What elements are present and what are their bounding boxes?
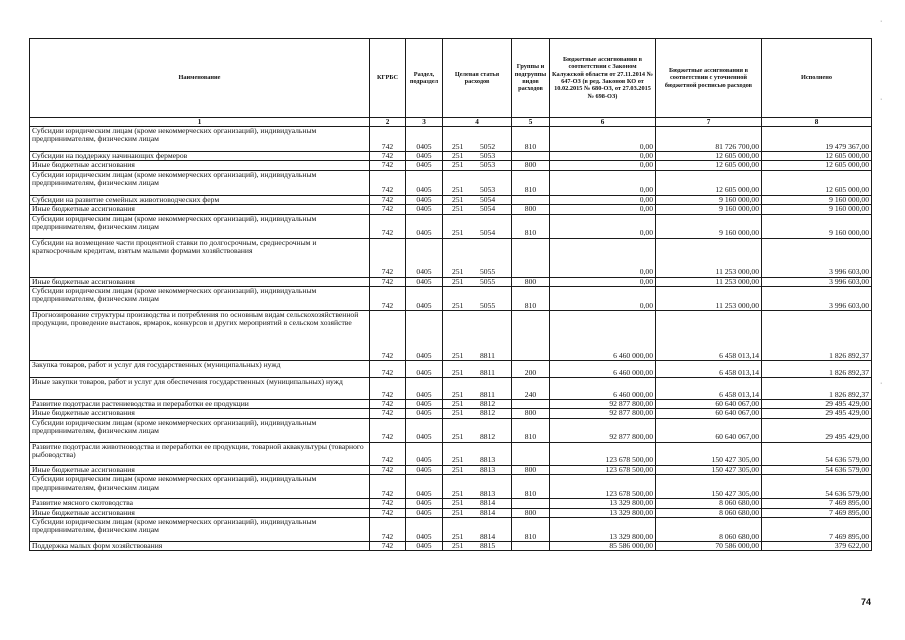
row-section-cell: 0405 [406,152,443,161]
header-name: Наименование [30,39,370,118]
row-refined-amount-cell: 150 427 305,00 [656,442,762,465]
row-refined-amount-cell: 12 605 000,00 [656,152,762,161]
row-krbs-cell: 742 [370,195,406,204]
row-done-amount-cell: 379 622,00 [762,542,872,551]
row-name-cell: Поддержка малых форм хозяйствования [30,542,370,551]
row-refined-amount-cell: 12 605 000,00 [656,161,762,170]
row-krbs-cell: 742 [370,161,406,170]
article-code: 5055 [480,300,496,310]
row-refined-amount-cell: 150 427 305,00 [656,465,762,474]
row-law-amount-cell: 6 460 000,00 [550,378,656,400]
row-name-cell: Субсидии на развитие семейных животноводческих ферм [30,195,370,204]
row-section-cell: 0405 [406,518,443,542]
header-group: Группы и подгруппы видов расходов [512,39,550,118]
row-section-cell: 0405 [406,378,443,400]
row-group-cell: 810 [512,170,550,195]
row-done-amount-cell: 7 469 895,00 [762,508,872,517]
row-krbs-cell: 742 [370,277,406,286]
table-row [30,287,872,311]
row-group-cell [512,542,550,551]
budget-table [29,38,872,551]
column-number: 2 [370,118,406,127]
row-name-cell: Развитие мясного скотоводства [30,499,370,508]
row-section-cell: 0405 [406,409,443,418]
row-krbs-cell: 742 [370,518,406,542]
row-done-amount-cell: 54 636 579,00 [762,475,872,499]
row-name-cell: Субсидии юридическим лицам (кроме некоммерческих организаций), индивидуальным предпринимателям, физическим лицам [30,518,370,542]
header-refined-allocations: Бюджетные ассигнования в соответствии с уточненной бюджетной росписью расходов [656,39,762,118]
row-group-cell [512,442,550,465]
row-refined-amount-cell: 70 586 000,00 [656,542,762,551]
article-code: 8811 [480,389,495,399]
row-group-cell: 800 [512,277,550,286]
row-law-amount-cell: 123 678 500,00 [550,475,656,499]
article-prefix: 251 [452,300,464,310]
row-name-cell: Субсидии юридическим лицам (кроме некоммерческих организаций), индивидуальным предпринимателям, физическим лицам [30,170,370,195]
row-done-amount-cell: 7 469 895,00 [762,518,872,542]
row-group-cell: 200 [512,361,550,378]
table-row [30,542,872,551]
row-group-cell: 810 [512,418,550,442]
table-row [30,161,872,170]
row-article-cell [443,152,512,161]
row-article-cell [443,542,512,551]
row-name-cell: Иные бюджетные ассигнования [30,161,370,170]
article-code: 5053 [480,185,496,195]
row-group-cell: 810 [512,475,550,499]
column-number: 4 [443,118,512,127]
table-row [30,277,872,286]
article-code: 5053 [480,151,496,160]
row-article-cell [443,161,512,170]
row-done-amount-cell: 29 495 429,00 [762,418,872,442]
row-article-cell [443,378,512,400]
row-law-amount-cell: 92 877 800,00 [550,400,656,409]
row-section-cell: 0405 [406,287,443,311]
article-prefix: 251 [452,151,464,160]
row-section-cell: 0405 [406,442,443,465]
row-krbs-cell: 742 [370,170,406,195]
row-group-cell: 800 [512,465,550,474]
row-article-cell [443,238,512,277]
row-done-amount-cell: 9 160 000,00 [762,214,872,238]
row-article-cell [443,475,512,499]
row-done-amount-cell: 1 826 892,37 [762,361,872,378]
row-name-cell: Иные бюджетные ассигнования [30,205,370,214]
row-krbs-cell: 742 [370,238,406,277]
row-done-amount-cell: 9 160 000,00 [762,205,872,214]
row-name-cell: Иные закупки товаров, работ и услуг для обеспечения государственных (муниципальных) нужд [30,378,370,400]
article-prefix: 251 [452,228,464,238]
scan-mark: · [880,18,883,25]
row-name-cell: Иные бюджетные ассигнования [30,409,370,418]
row-article-cell [443,205,512,214]
row-krbs-cell: 742 [370,311,406,361]
row-law-amount-cell: 123 678 500,00 [550,465,656,474]
row-name-cell: Субсидии юридическим лицам (кроме некоммерческих организаций), индивидуальным предпринимателям, физическим лицам [30,287,370,311]
column-number: 7 [656,118,762,127]
row-law-amount-cell: 13 329 800,00 [550,518,656,542]
row-krbs-cell: 742 [370,127,406,152]
row-law-amount-cell: 92 877 800,00 [550,418,656,442]
row-article-cell [443,214,512,238]
row-name-cell: Иные бюджетные ассигнования [30,277,370,286]
table-row [30,378,872,400]
article-code: 8814 [480,531,496,541]
row-law-amount-cell: 6 460 000,00 [550,311,656,361]
article-prefix: 251 [452,141,464,151]
article-prefix: 251 [452,367,464,377]
row-group-cell: 240 [512,378,550,400]
table-row [30,214,872,238]
column-number: 6 [550,118,656,127]
article-code: 8815 [480,541,496,551]
article-code: 8813 [480,488,496,498]
row-refined-amount-cell: 60 640 067,00 [656,418,762,442]
row-group-cell: 810 [512,214,550,238]
row-krbs-cell: 742 [370,499,406,508]
row-section-cell: 0405 [406,214,443,238]
row-section-cell: 0405 [406,400,443,409]
row-section-cell: 0405 [406,311,443,361]
article-prefix: 251 [452,350,464,360]
row-group-cell: 800 [512,161,550,170]
row-article-cell [443,518,512,542]
header-law-allocations: Бюджетные ассигнования в соответствии с Законом Калужской области от 27.11.2014 № 647-ОЗ (в ред. Законов КО от 10.02.2015 № 680-ОЗ, от 27.03.2015 № 698-ОЗ) [550,39,656,118]
row-law-amount-cell: 0,00 [550,287,656,311]
article-code: 5052 [480,141,496,151]
row-krbs-cell: 742 [370,465,406,474]
row-law-amount-cell: 0,00 [550,195,656,204]
row-section-cell: 0405 [406,361,443,378]
row-section-cell: 0405 [406,499,443,508]
article-code: 8814 [480,508,496,517]
row-refined-amount-cell: 11 253 000,00 [656,277,762,286]
row-refined-amount-cell: 6 458 013,14 [656,378,762,400]
row-article-cell [443,499,512,508]
article-code: 8812 [480,432,496,442]
row-refined-amount-cell: 8 060 680,00 [656,508,762,517]
row-krbs-cell: 742 [370,475,406,499]
row-done-amount-cell: 12 605 000,00 [762,161,872,170]
row-law-amount-cell: 13 329 800,00 [550,499,656,508]
row-law-amount-cell: 0,00 [550,170,656,195]
row-article-cell [443,311,512,361]
row-law-amount-cell: 6 460 000,00 [550,361,656,378]
table-row [30,170,872,195]
row-section-cell: 0405 [406,475,443,499]
article-code: 8813 [480,455,496,465]
row-name-cell: Субсидии юридическим лицам (кроме некоммерческих организаций), индивидуальным предпринимателям, физическим лицам [30,127,370,152]
row-krbs-cell: 742 [370,542,406,551]
row-refined-amount-cell: 8 060 680,00 [656,518,762,542]
row-law-amount-cell: 0,00 [550,238,656,277]
row-krbs-cell: 742 [370,361,406,378]
row-name-cell: Иные бюджетные ассигнования [30,465,370,474]
row-refined-amount-cell: 11 253 000,00 [656,287,762,311]
article-code: 8813 [480,465,496,474]
row-group-cell: 800 [512,508,550,517]
article-prefix: 251 [452,508,464,517]
row-done-amount-cell: 7 469 895,00 [762,499,872,508]
article-prefix: 251 [452,408,464,418]
row-section-cell: 0405 [406,238,443,277]
row-done-amount-cell: 3 996 603,00 [762,287,872,311]
row-article-cell [443,465,512,474]
article-code: 8814 [480,498,496,508]
article-code: 5054 [480,195,496,204]
scan-mark: · [880,380,883,387]
article-code: 5053 [480,160,496,170]
row-group-cell [512,311,550,361]
row-name-cell: Субсидии юридическим лицам (кроме некоммерческих организаций), индивидуальным предпринимателям, физическим лицам [30,214,370,238]
row-section-cell: 0405 [406,127,443,152]
article-prefix: 251 [452,185,464,195]
row-refined-amount-cell: 11 253 000,00 [656,238,762,277]
row-name-cell: Субсидии юридическим лицам (кроме некоммерческих организаций), индивидуальным предпринимателям, физическим лицам [30,475,370,499]
article-code: 8812 [480,408,496,418]
row-group-cell [512,400,550,409]
row-group-cell [512,238,550,277]
table-row [30,409,872,418]
row-name-cell: Субсидии на поддержку начинающих фермеров [30,152,370,161]
table-row [30,238,872,277]
row-done-amount-cell: 1 826 892,37 [762,378,872,400]
row-krbs-cell: 742 [370,205,406,214]
table-row [30,475,872,499]
row-group-cell [512,152,550,161]
article-code: 5055 [480,277,496,286]
row-refined-amount-cell: 60 640 067,00 [656,409,762,418]
article-prefix: 251 [452,389,464,399]
article-prefix: 251 [452,432,464,442]
row-law-amount-cell: 0,00 [550,277,656,286]
row-krbs-cell: 742 [370,508,406,517]
row-section-cell: 0405 [406,277,443,286]
row-name-cell: Прогнозирование структуры производства и потребления по основным видам сельскохозяйственной продукции, проведение выставок, ярмарок, конкурсов и других мероприятий в сельском хозяйстве [30,311,370,361]
table-row [30,127,872,152]
row-krbs-cell: 742 [370,400,406,409]
row-refined-amount-cell: 9 160 000,00 [656,195,762,204]
row-article-cell [443,170,512,195]
row-law-amount-cell: 0,00 [550,161,656,170]
row-law-amount-cell: 0,00 [550,205,656,214]
row-done-amount-cell: 1 826 892,37 [762,311,872,361]
table-row [30,418,872,442]
table-row [30,361,872,378]
row-law-amount-cell: 0,00 [550,127,656,152]
row-article-cell [443,127,512,152]
column-number: 1 [30,118,370,127]
row-krbs-cell: 742 [370,418,406,442]
row-section-cell: 0405 [406,465,443,474]
article-prefix: 251 [452,488,464,498]
row-section-cell: 0405 [406,170,443,195]
row-refined-amount-cell: 8 060 680,00 [656,499,762,508]
row-group-cell: 800 [512,409,550,418]
table-row [30,195,872,204]
row-article-cell [443,508,512,517]
row-section-cell: 0405 [406,508,443,517]
row-law-amount-cell: 92 877 800,00 [550,409,656,418]
article-code: 8811 [480,350,495,360]
table-row [30,499,872,508]
article-code: 5054 [480,204,496,214]
article-prefix: 251 [452,498,464,508]
row-article-cell [443,287,512,311]
row-name-cell: Субсидии на возмещение части процентной ставки по долгосрочным, среднесрочным и краткосрочным кредитам, взятым малыми формами хозяйствования [30,238,370,277]
row-section-cell: 0405 [406,161,443,170]
row-krbs-cell: 742 [370,152,406,161]
row-section-cell: 0405 [406,418,443,442]
row-group-cell: 810 [512,287,550,311]
row-group-cell: 810 [512,127,550,152]
row-article-cell [443,195,512,204]
row-article-cell [443,277,512,286]
table-header [30,39,872,127]
table-row [30,442,872,465]
scan-mark: · [880,96,883,103]
row-refined-amount-cell: 6 458 013,14 [656,311,762,361]
row-done-amount-cell: 19 479 367,00 [762,127,872,152]
row-group-cell [512,499,550,508]
article-prefix: 251 [452,541,464,551]
table-row [30,311,872,361]
header-krbs: КГРБС [370,39,406,118]
header-done: Исполнено [762,39,872,118]
row-name-cell: Иные бюджетные ассигнования [30,508,370,517]
article-prefix: 251 [452,277,464,286]
row-krbs-cell: 742 [370,409,406,418]
table-row [30,152,872,161]
article-prefix: 251 [452,160,464,170]
article-prefix: 251 [452,465,464,474]
row-krbs-cell: 742 [370,442,406,465]
row-refined-amount-cell: 9 160 000,00 [656,214,762,238]
row-article-cell [443,442,512,465]
article-code: 5054 [480,228,496,238]
row-name-cell: Субсидии юридическим лицам (кроме некоммерческих организаций), индивидуальным предпринимателям, физическим лицам [30,418,370,442]
row-refined-amount-cell: 9 160 000,00 [656,205,762,214]
row-name-cell: Развитие подотрасли животноводства и переработки ее продукции, товарной аквакультуры (товарного рыбоводства) [30,442,370,465]
row-group-cell [512,195,550,204]
article-code: 8812 [480,399,496,409]
row-refined-amount-cell: 6 458 013,14 [656,361,762,378]
table-row [30,465,872,474]
article-prefix: 251 [452,399,464,409]
table-body [30,127,872,551]
row-refined-amount-cell: 81 726 700,00 [656,127,762,152]
article-prefix: 251 [452,531,464,541]
row-section-cell: 0405 [406,195,443,204]
row-section-cell: 0405 [406,542,443,551]
row-done-amount-cell: 29 495 429,00 [762,409,872,418]
row-done-amount-cell: 3 996 603,00 [762,238,872,277]
row-done-amount-cell: 3 996 603,00 [762,277,872,286]
article-prefix: 251 [452,267,464,277]
row-article-cell [443,361,512,378]
article-code: 5055 [480,267,496,277]
row-law-amount-cell: 85 586 000,00 [550,542,656,551]
article-prefix: 251 [452,455,464,465]
article-code: 8811 [480,367,495,377]
row-article-cell [443,409,512,418]
row-krbs-cell: 742 [370,214,406,238]
row-name-cell: Закупка товаров, работ и услуг для государственных (муниципальных) нужд [30,361,370,378]
row-krbs-cell: 742 [370,378,406,400]
row-done-amount-cell: 12 605 000,00 [762,152,872,161]
row-law-amount-cell: 0,00 [550,152,656,161]
header-section: Раздел, подраздел [406,39,443,118]
row-group-cell: 800 [512,205,550,214]
table-row [30,400,872,409]
row-article-cell [443,400,512,409]
row-law-amount-cell: 13 329 800,00 [550,508,656,517]
article-prefix: 251 [452,195,464,204]
row-law-amount-cell: 123 678 500,00 [550,442,656,465]
table-row [30,518,872,542]
page-number: 74 [861,597,872,607]
header-article: Целевая статья расходов [443,39,512,118]
table-row [30,205,872,214]
column-number: 3 [406,118,443,127]
row-krbs-cell: 742 [370,287,406,311]
column-number: 8 [762,118,872,127]
row-done-amount-cell: 12 605 000,00 [762,170,872,195]
article-prefix: 251 [452,204,464,214]
column-number: 5 [512,118,550,127]
row-done-amount-cell: 54 636 579,00 [762,465,872,474]
row-refined-amount-cell: 60 640 067,00 [656,400,762,409]
row-section-cell: 0405 [406,205,443,214]
row-done-amount-cell: 54 636 579,00 [762,442,872,465]
row-group-cell: 810 [512,518,550,542]
row-article-cell [443,418,512,442]
row-done-amount-cell: 9 160 000,00 [762,195,872,204]
row-name-cell: Развитие подотрасли растениеводства и переработки ее продукции [30,400,370,409]
row-refined-amount-cell: 150 427 305,00 [656,475,762,499]
row-refined-amount-cell: 12 605 000,00 [656,170,762,195]
row-law-amount-cell: 0,00 [550,214,656,238]
row-done-amount-cell: 29 495 429,00 [762,400,872,409]
table-row [30,508,872,517]
